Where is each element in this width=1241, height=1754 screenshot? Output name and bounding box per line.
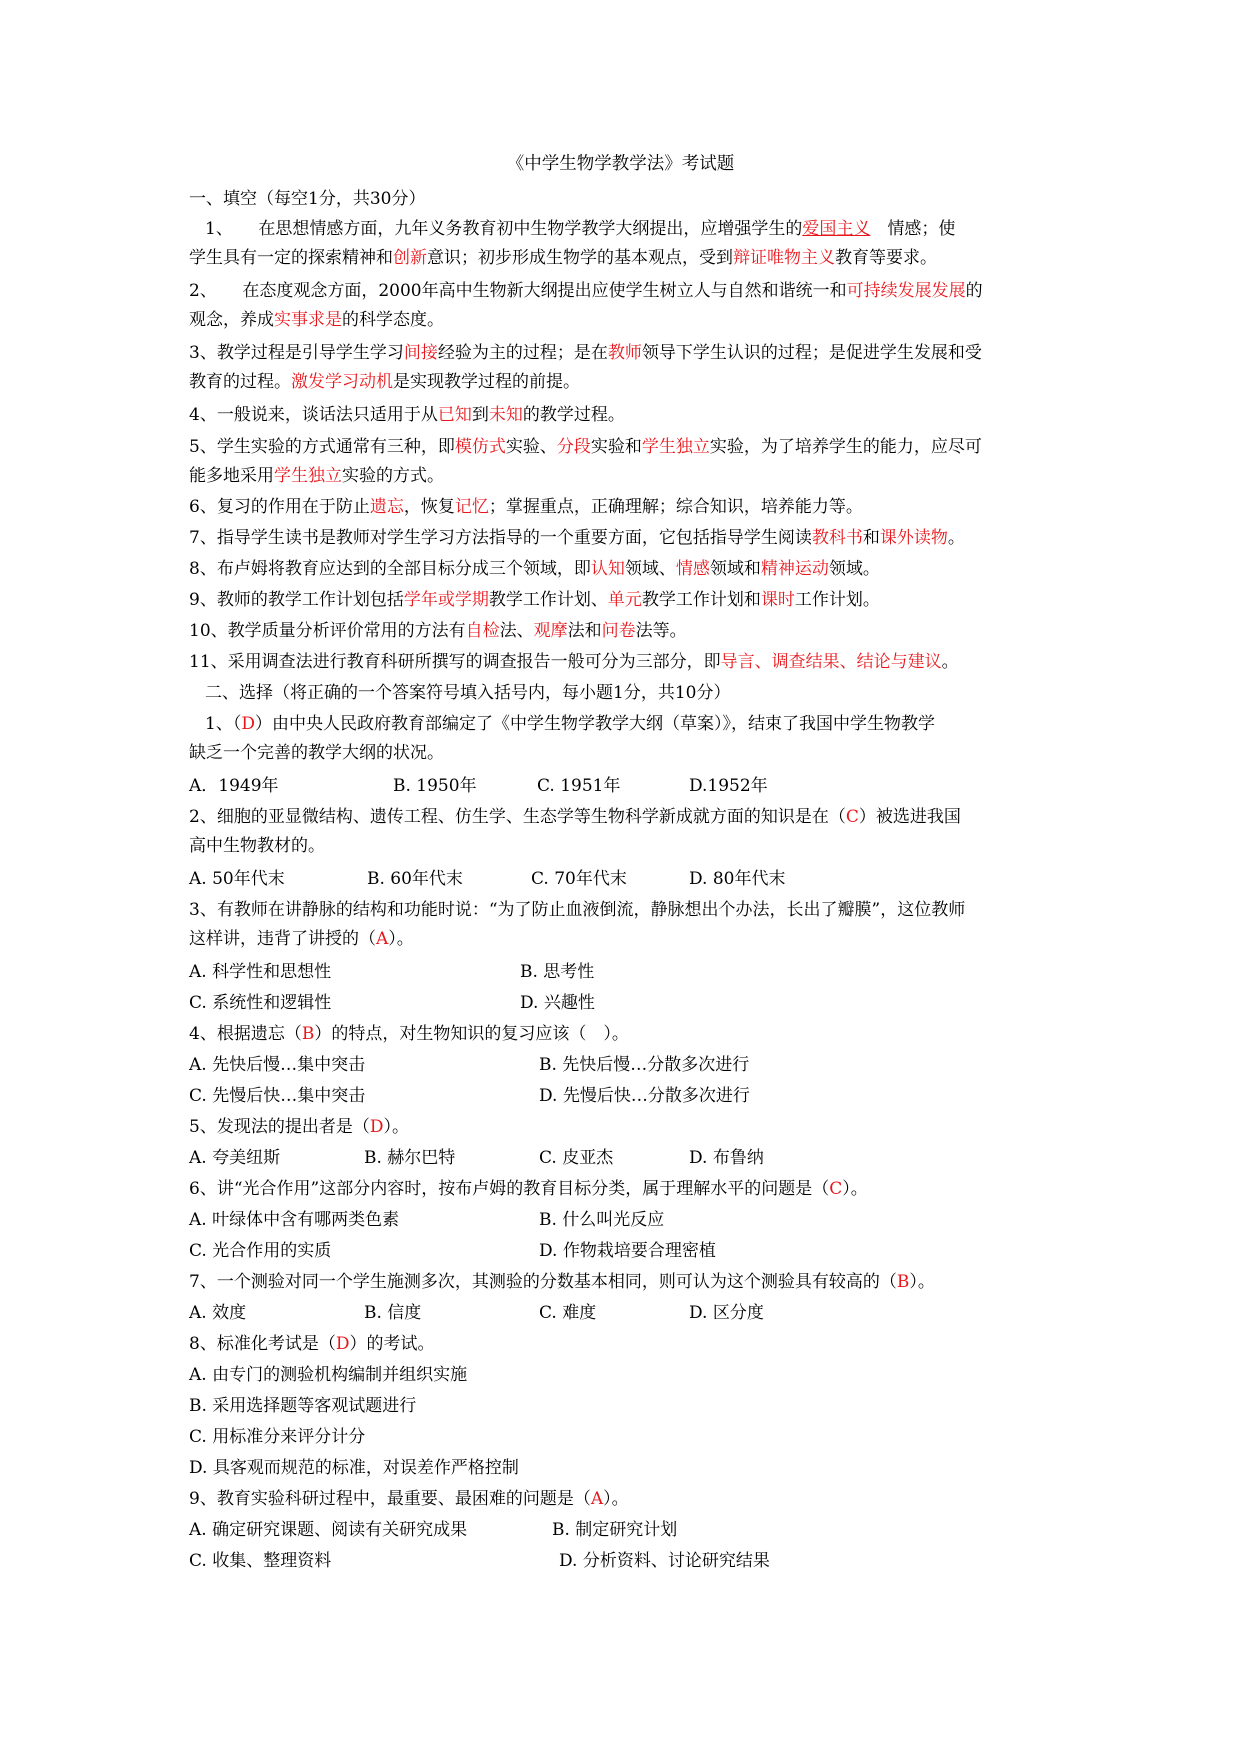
option: C. 光合作用的实质 xyxy=(189,1241,332,1261)
option: A．1949年 xyxy=(189,776,279,796)
c2-line2: 高中生物教材的。 xyxy=(189,836,325,856)
c2-line1: 2、细胞的亚显微结构、遗传工程、仿生学、生态学等生物科学新成就方面的知识是在（C）被选进我国 xyxy=(189,807,961,827)
c8-line1: 8、标准化考试是（D）的考试。 xyxy=(189,1334,435,1354)
option: D. 区分度 xyxy=(689,1303,764,1323)
answer: 认知 xyxy=(590,559,625,579)
c5-line1: 5、发现法的提出者是（D）。 xyxy=(189,1117,409,1137)
answer: B xyxy=(301,1024,315,1044)
option: D. 作物栽培要合理密植 xyxy=(539,1241,716,1261)
c3-line2: 这样讲，违背了讲授的（A）。 xyxy=(189,929,414,949)
q6-line: 6、复习的作用在于防止遗忘，恢复记忆；掌握重点，正确理解；综合知识，培养能力等。 xyxy=(189,497,863,517)
answer: 问卷 xyxy=(601,621,636,641)
option: D. 分析资料、讨论研究结果 xyxy=(559,1551,770,1571)
answer: 分段 xyxy=(556,437,591,457)
option: B. 思考性 xyxy=(520,962,595,982)
option: B. 制定研究计划 xyxy=(552,1520,678,1540)
option: C. 难度 xyxy=(539,1303,597,1323)
answer: A xyxy=(590,1489,604,1509)
answer: 间接 xyxy=(403,343,438,363)
page-title: 《中学生物学教学法》考试题 xyxy=(506,154,735,174)
option: A. 效度 xyxy=(189,1303,247,1323)
answer: 学年或学期 xyxy=(403,590,489,610)
option: B. 60年代末 xyxy=(367,869,463,889)
answer: 创新 xyxy=(393,248,427,268)
option: C. 用标准分来评分计分 xyxy=(189,1427,366,1447)
option: C. 收集、整理资料 xyxy=(189,1551,332,1571)
option: A. 科学性和思想性 xyxy=(189,962,332,982)
c6-line1: 6、讲“光合作用”这部分内容时，按布卢姆的教育目标分类，属于理解水平的问题是（C）。 xyxy=(189,1179,868,1199)
c7-line1: 7、一个测验对同一个学生施测多次，其测验的分数基本相同，则可认为这个测验具有较高的（B）。 xyxy=(189,1272,935,1292)
answer: 激发学习动机 xyxy=(291,372,393,392)
answer: 情感 xyxy=(675,559,710,579)
q7-line: 7、指导学生读书是教师对学生学习方法指导的一个重要方面，它包括指导学生阅读教科书和课外读物。 xyxy=(189,528,965,548)
q5-line2: 能多地采用学生独立实验的方式。 xyxy=(189,466,444,486)
answer: 单元 xyxy=(607,590,642,610)
answer: 遗忘 xyxy=(369,497,404,517)
option: B. 赫尔巴特 xyxy=(364,1148,456,1168)
q2-line1: 2、 在态度观念方面，2000年高中生物新大纲提出应使学生树立人与自然和谐统一和可持续发展发展的 xyxy=(189,281,983,301)
section1-header: 一、填空（每空1分，共30分） xyxy=(189,189,426,209)
option: A. 先快后慢…集中突击 xyxy=(189,1055,366,1075)
option: C. 系统性和逻辑性 xyxy=(189,993,332,1013)
q8-line: 8、布卢姆将教育应达到的全部目标分成三个领域，即认知领域、情感领域和精神运动领域。 xyxy=(189,559,880,579)
option: B. 什么叫光反应 xyxy=(539,1210,665,1230)
answer: 记忆 xyxy=(454,497,489,517)
answer: 学生独立 xyxy=(274,466,342,486)
option: D. 先慢后快…分散多次进行 xyxy=(539,1086,750,1106)
q4-line: 4、一般说来，谈话法只适用于从已知到未知的教学过程。 xyxy=(189,405,625,425)
option: D. 兴趣性 xyxy=(520,993,595,1013)
q2-line2: 观念，养成实事求是的科学态度。 xyxy=(189,310,444,330)
answer: 模仿式 xyxy=(454,437,506,457)
option: B. 信度 xyxy=(364,1303,422,1323)
option: C. 先慢后快…集中突击 xyxy=(189,1086,366,1106)
option: A. 50年代末 xyxy=(189,869,285,889)
answer: 辩证唯物主义 xyxy=(733,248,835,268)
option: D. 布鲁纳 xyxy=(689,1148,764,1168)
answer: 已知 xyxy=(437,405,472,425)
answer: 自检 xyxy=(465,621,500,641)
answer: 观摩 xyxy=(533,621,568,641)
c1-line2: 缺乏一个完善的教学大纲的状况。 xyxy=(189,743,444,763)
q3-line1: 3、教学过程是引导学生学习间接经验为主的过程；是在教师领导下学生认识的过程；是促进学生发展和受 xyxy=(189,343,982,363)
option: A. 确定研究课题、阅读有关研究成果 xyxy=(189,1520,468,1540)
answer: A xyxy=(376,929,389,949)
option: A. 夸美纽斯 xyxy=(189,1148,281,1168)
option: D. 80年代末 xyxy=(689,869,786,889)
q10-line: 10、教学质量分析评价常用的方法有自检法、观摩法和问卷法等。 xyxy=(189,621,687,641)
c4-line1: 4、根据遗忘（B）的特点，对生物知识的复习应该（ ）。 xyxy=(189,1024,629,1044)
answer: 未知 xyxy=(488,405,523,425)
answer: 课外读物 xyxy=(879,528,948,548)
answer: C xyxy=(829,1179,843,1199)
answer: 可持续发展发展 xyxy=(846,281,966,301)
option: D. 具客观而规范的标准，对误差作严格控制 xyxy=(189,1458,519,1478)
q1-line1: 1、 在思想情感方面，九年义务教育初中生物学教学大纲提出，应增强学生的爱国主义 情感；使 xyxy=(205,219,956,239)
option: C. 皮亚杰 xyxy=(539,1148,614,1168)
q9-line: 9、教师的教学工作计划包括学年或学期教学工作计划、单元教学工作计划和课时工作计划。 xyxy=(189,590,880,610)
option: B. 采用选择题等客观试题进行 xyxy=(189,1396,417,1416)
q5-line1: 5、学生实验的方式通常有三种，即模仿式实验、分段实验和学生独立实验，为了培养学生的能力，应尽可 xyxy=(189,437,982,457)
answer: 课时 xyxy=(760,590,795,610)
answer: 爱国主义 xyxy=(802,219,871,239)
option: B. 先快后慢…分散多次进行 xyxy=(539,1055,750,1075)
c1-line1: 1、（D）由中央人民政府教育部编定了《中学生物学教学大纲（草案）》，结束了我国中学生物教学 xyxy=(205,714,935,734)
answer: D xyxy=(241,714,255,734)
answer: 实事求是 xyxy=(274,310,342,330)
q1-line2: 学生具有一定的探索精神和创新意识；初步形成生物学的基本观点，受到辩证唯物主义教育等要求。 xyxy=(189,248,937,268)
option: A. 叶绿体中含有哪两类色素 xyxy=(189,1210,400,1230)
c9-line1: 9、教育实验科研过程中，最重要、最困难的问题是（A）。 xyxy=(189,1489,629,1509)
answer: B xyxy=(896,1272,910,1292)
answer: 学生独立 xyxy=(641,437,710,457)
q11-line: 11、采用调查法进行教育科研所撰写的调查报告一般可分为三部分，即导言、调查结果、结论与建议。 xyxy=(189,652,959,672)
answer: 教科书 xyxy=(811,528,863,548)
answer: C xyxy=(845,807,859,827)
answer: D xyxy=(335,1334,350,1354)
option: D.1952年 xyxy=(689,776,768,796)
q3-line2: 教育的过程。激发学习动机是实现教学过程的前提。 xyxy=(189,372,580,392)
option: B. 1950年 xyxy=(393,776,477,796)
option: A. 由专门的测验机构编制并组织实施 xyxy=(189,1365,468,1385)
answer: 教师 xyxy=(607,343,642,363)
option: C. 70年代末 xyxy=(531,869,627,889)
answer: 导言、调查结果、结论与建议 xyxy=(720,652,942,672)
option: C. 1951年 xyxy=(537,776,621,796)
answer: 精神运动 xyxy=(760,559,829,579)
c3-line1: 3、有教师在讲静脉的结构和功能时说：“为了防止血液倒流，静脉想出个办法，长出了瓣膜”，这位教师 xyxy=(189,900,966,920)
answer: D xyxy=(369,1117,384,1137)
section2-header: 二、选择（将正确的一个答案符号填入括号内，每小题1分，共10分） xyxy=(205,683,731,703)
